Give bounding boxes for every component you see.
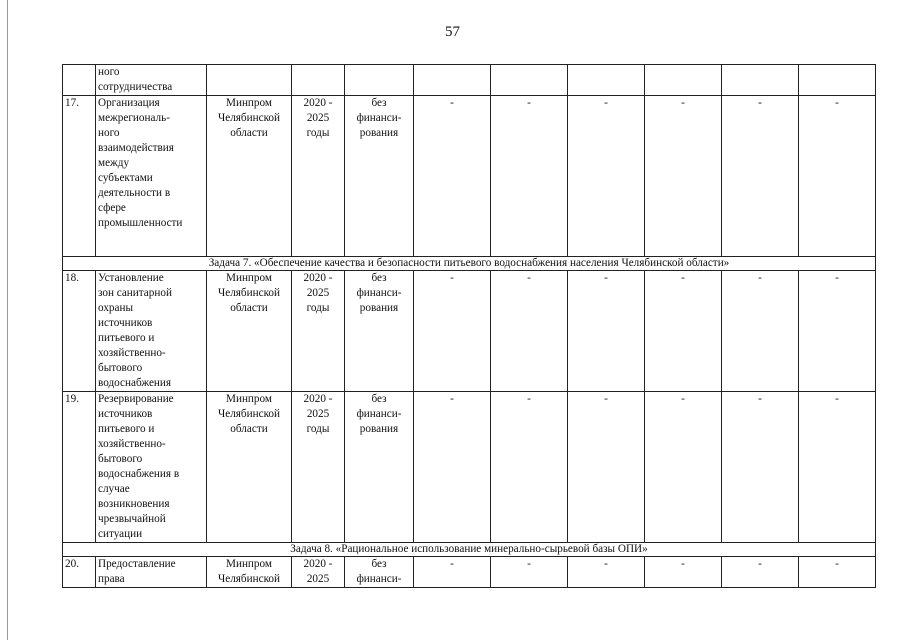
table-row bbox=[63, 271, 876, 392]
value-cell: - bbox=[645, 557, 722, 588]
value-cell: - bbox=[491, 271, 568, 392]
value-cell: - bbox=[722, 96, 799, 257]
value-cell: - bbox=[568, 271, 645, 392]
scan-edge-line bbox=[7, 0, 8, 640]
value-cell: - bbox=[799, 96, 876, 257]
value-cell: - bbox=[799, 392, 876, 543]
num-cell: 20. bbox=[63, 557, 96, 588]
period-cell: 2020 - 2025 годы bbox=[292, 392, 345, 543]
period-cell: 2020 - 2025 годы bbox=[292, 271, 345, 392]
value-cell: - bbox=[568, 557, 645, 588]
name-cell: Установление зон санитарной охраны источников питьевого и хозяйственно- бытового водоснабжения bbox=[96, 271, 207, 392]
value-cell: - bbox=[568, 96, 645, 257]
executor-cell: Минпром Челябинской области bbox=[207, 96, 292, 257]
name-cell: Предоставление права bbox=[96, 557, 207, 588]
period-cell: 2020 - 2025 годы bbox=[292, 96, 345, 257]
value-cell: - bbox=[414, 557, 491, 588]
num-cell bbox=[63, 65, 96, 96]
task-8-heading: Задача 8. «Рациональное использование минерально-сырьевой базы ОПИ» bbox=[63, 543, 876, 557]
value-cell: - bbox=[799, 271, 876, 392]
task-7-heading: Задача 7. «Обеспечение качества и безопасности питьевого водоснабжения населения Челябинской области» bbox=[63, 257, 876, 271]
value-cell: - bbox=[645, 271, 722, 392]
value-cell: - bbox=[645, 96, 722, 257]
value-cell: - bbox=[491, 96, 568, 257]
table-row bbox=[63, 96, 876, 257]
num-cell: 19. bbox=[63, 392, 96, 543]
funding-cell: без финанси- рования bbox=[345, 96, 414, 257]
table-row bbox=[63, 392, 876, 543]
num-cell: 18. bbox=[63, 271, 96, 392]
table-row-continuation bbox=[63, 65, 876, 96]
task-header-row bbox=[63, 543, 876, 557]
value-cell: - bbox=[414, 392, 491, 543]
value-cell: - bbox=[722, 392, 799, 543]
name-cell: ного сотрудничества bbox=[96, 65, 207, 96]
funding-cell: без финанси- рования bbox=[345, 392, 414, 543]
page-number: 57 bbox=[445, 24, 460, 40]
program-table bbox=[62, 64, 876, 588]
table-row bbox=[63, 557, 876, 588]
task-header-row bbox=[63, 257, 876, 271]
executor-cell: Минпром Челябинской области bbox=[207, 271, 292, 392]
num-cell: 17. bbox=[63, 96, 96, 257]
value-cell: - bbox=[799, 557, 876, 588]
value-cell: - bbox=[722, 557, 799, 588]
funding-cell: без финанси- bbox=[345, 557, 414, 588]
value-cell: - bbox=[645, 392, 722, 543]
name-cell: Резервирование источников питьевого и хозяйственно- бытового водоснабжения в случае возникновения чрезвычайной ситуации bbox=[96, 392, 207, 543]
name-cell: Организация межрегиональ- ного взаимодействия между субъектами деятельности в сфере промышленности bbox=[96, 96, 207, 257]
value-cell: - bbox=[491, 392, 568, 543]
funding-cell: без финанси- рования bbox=[345, 271, 414, 392]
value-cell: - bbox=[414, 96, 491, 257]
value-cell: - bbox=[414, 271, 491, 392]
value-cell: - bbox=[568, 392, 645, 543]
executor-cell: Минпром Челябинской области bbox=[207, 392, 292, 543]
value-cell: - bbox=[491, 557, 568, 588]
period-cell: 2020 - 2025 bbox=[292, 557, 345, 588]
executor-cell: Минпром Челябинской bbox=[207, 557, 292, 588]
value-cell: - bbox=[722, 271, 799, 392]
